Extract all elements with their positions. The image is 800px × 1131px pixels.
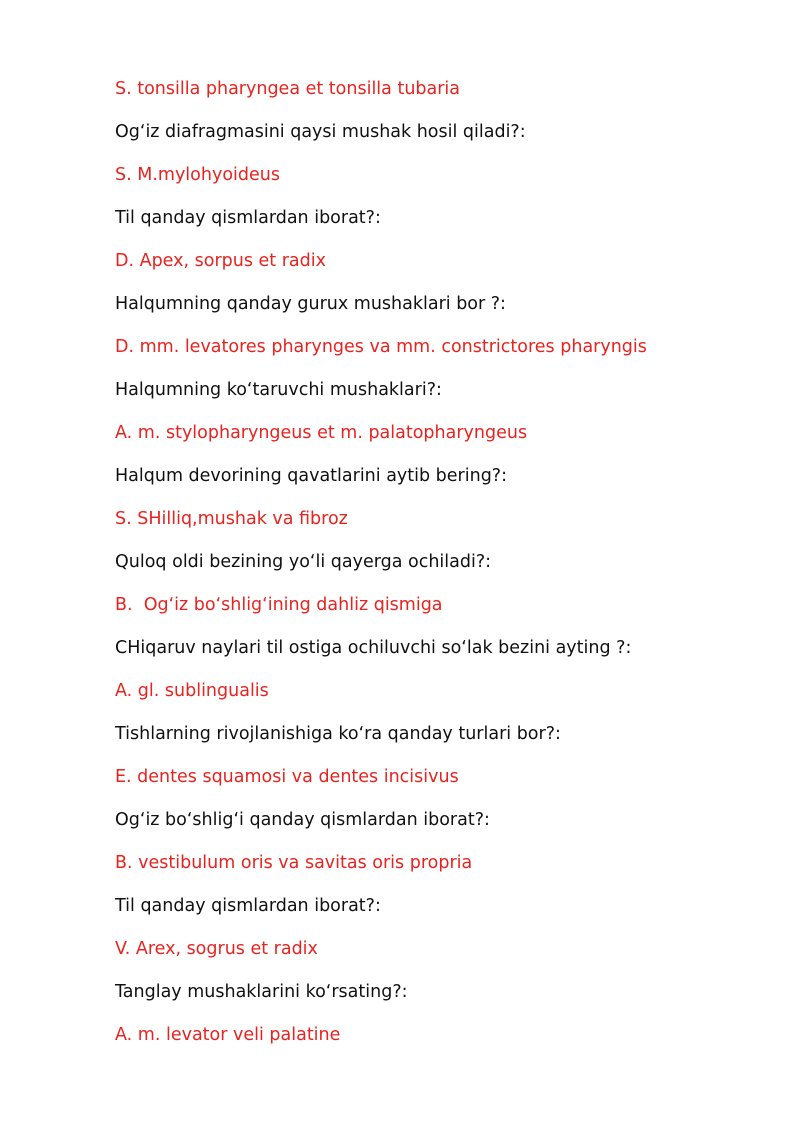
answer-line: A. m. stylopharyngeus et m. palatopharyngeus	[115, 423, 528, 443]
question-line: Halqumning ko‘taruvchi mushaklari?:	[115, 380, 442, 400]
answer-line: B. vestibulum oris va savitas oris propria	[115, 853, 473, 873]
answer-line: E. dentes squamosi va dentes incisivus	[115, 767, 459, 787]
answer-line: B. Og‘iz bo‘shlig‘ining dahliz qismiga	[115, 595, 443, 615]
question-line: Til qanday qismlardan iborat?:	[115, 896, 381, 916]
answer-line: D. mm. levatores pharynges va mm. constrictores pharyngis	[115, 337, 647, 357]
question-line: Tanglay mushaklarini ko‘rsating?:	[115, 982, 408, 1002]
question-line: Og‘iz bo‘shlig‘i qanday qismlardan iborat?:	[115, 810, 490, 830]
question-line: Quloq oldi bezining yo‘li qayerga ochiladi?:	[115, 552, 492, 572]
answer-line: S. tonsilla pharyngea et tonsilla tubaria	[115, 79, 461, 99]
question-line: Og‘iz diafragmasini qaysi mushak hosil qiladi?:	[115, 122, 526, 142]
question-line: Halqum devorining qavatlarini aytib bering?:	[115, 466, 507, 486]
answer-line: A. gl. sublingualis	[115, 681, 269, 701]
question-line: CHiqaruv naylari til ostiga ochiluvchi so‘lak bezini ayting ?:	[115, 638, 632, 658]
question-line: Halqumning qanday gurux mushaklari bor ?:	[115, 294, 506, 314]
question-line: Til qanday qismlardan iborat?:	[115, 208, 381, 228]
answer-line: S. SHilliq,mushak va fibroz	[115, 509, 348, 529]
answer-line: A. m. levator veli palatine	[115, 1025, 341, 1045]
answer-line: S. M.mylohyoideus	[115, 165, 280, 185]
answer-line: V. Arex, sogrus et radix	[115, 939, 318, 959]
document-page	[115, 77, 775, 1066]
answer-line: D. Apex, sorpus et radix	[115, 251, 326, 271]
question-line: Tishlarning rivojlanishiga ko‘ra qanday turlari bor?:	[115, 724, 561, 744]
